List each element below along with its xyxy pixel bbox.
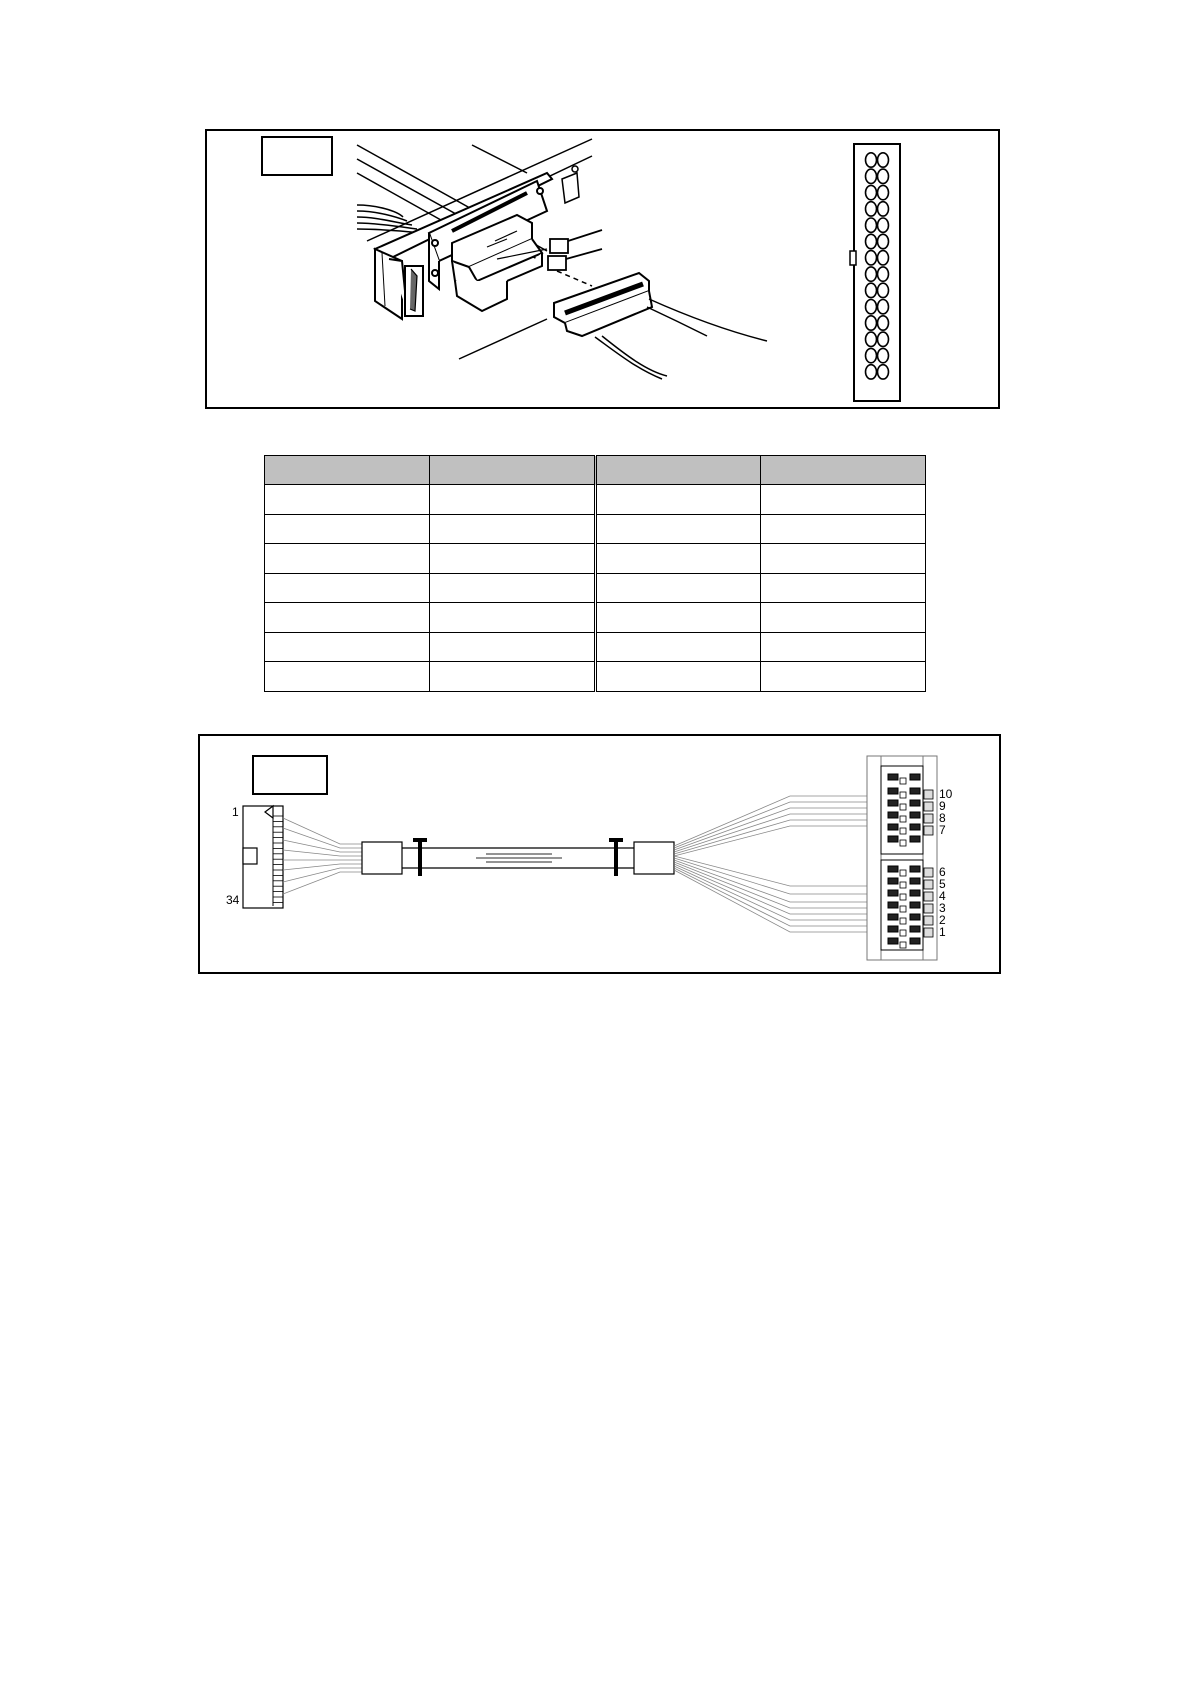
header-pin	[866, 202, 877, 216]
table-cell	[430, 514, 595, 544]
header-pin	[866, 365, 877, 379]
table-row	[265, 632, 926, 662]
table-cell	[430, 573, 595, 603]
table-cell	[430, 632, 595, 662]
terminal-pin-label: 7	[939, 823, 946, 837]
header-pin	[866, 267, 877, 281]
header-pin	[866, 153, 877, 167]
figure-label-box	[262, 137, 332, 175]
table-header-cell	[265, 456, 430, 485]
table-cell	[265, 603, 430, 633]
header-pin	[866, 348, 877, 362]
left-wire-fanout	[283, 818, 362, 894]
terminal-pin-label: 1	[939, 925, 946, 939]
header-pin	[878, 234, 889, 248]
header-pin	[878, 202, 889, 216]
left-ribbon-connector	[243, 806, 283, 908]
table-cell	[595, 662, 760, 692]
right-wire-fanout	[674, 796, 867, 932]
table-cell	[760, 603, 925, 633]
header-pin	[878, 365, 889, 379]
terminal-pin-label: 10	[939, 787, 953, 801]
table-row	[265, 485, 926, 515]
header-pin	[866, 234, 877, 248]
terminal-pin-label: 5	[939, 877, 946, 891]
table-row	[265, 603, 926, 633]
table-cell	[430, 603, 595, 633]
table-cell	[760, 544, 925, 574]
table-row	[265, 573, 926, 603]
header-pin	[878, 185, 889, 199]
table-cell	[595, 485, 760, 515]
header-pin	[878, 300, 889, 314]
pin-header-key-notch	[850, 251, 856, 265]
header-pin	[866, 283, 877, 297]
table-cell	[760, 573, 925, 603]
cable-body	[362, 842, 674, 874]
terminal-marker	[924, 904, 933, 913]
cable-harness-figure	[198, 734, 1001, 974]
terminal-pin-label: 3	[939, 901, 946, 915]
table-cell	[760, 662, 925, 692]
header-pin	[866, 169, 877, 183]
terminal-pin-label: 6	[939, 865, 946, 879]
terminal-marker	[924, 868, 933, 877]
terminal-pin-label: 8	[939, 811, 946, 825]
header-pin	[878, 332, 889, 346]
header-pin	[878, 153, 889, 167]
header-pin	[866, 332, 877, 346]
table-header-cell	[430, 456, 595, 485]
terminal-pin-label: 2	[939, 913, 946, 927]
table-cell	[595, 603, 760, 633]
terminal-marker	[924, 802, 933, 811]
figure-label-box	[253, 756, 327, 794]
table-cell	[265, 573, 430, 603]
table-cell	[595, 573, 760, 603]
header-pin	[878, 348, 889, 362]
terminal-marker	[924, 790, 933, 799]
table-cell	[595, 514, 760, 544]
terminal-pin-label: 4	[939, 889, 946, 903]
header-pin	[866, 300, 877, 314]
terminal-marker	[924, 928, 933, 937]
connector-illustration	[207, 131, 998, 407]
header-pin	[866, 251, 877, 265]
terminal-marker	[924, 826, 933, 835]
pin-assignment-table	[264, 455, 926, 692]
header-pin	[866, 185, 877, 199]
table-row	[265, 662, 926, 692]
header-pin	[878, 218, 889, 232]
table-cell	[430, 485, 595, 515]
table-row	[265, 544, 926, 574]
terminal-marker	[924, 814, 933, 823]
pin-1-label: 1	[232, 805, 239, 819]
header-pin	[878, 251, 889, 265]
header-pin	[878, 169, 889, 183]
table-cell	[595, 544, 760, 574]
table-cell	[760, 632, 925, 662]
table-header-cell	[595, 456, 760, 485]
terminal-pin-label: 9	[939, 799, 946, 813]
connector-figure	[205, 129, 1000, 409]
table-cell	[265, 514, 430, 544]
header-pin	[866, 316, 877, 330]
pin-34-label: 34	[226, 893, 240, 907]
header-pin	[866, 218, 877, 232]
table-header-row	[265, 456, 926, 485]
terminal-marker	[924, 880, 933, 889]
terminal-marker	[924, 892, 933, 901]
table-cell	[430, 662, 595, 692]
terminal-marker	[924, 916, 933, 925]
cable-harness-illustration	[200, 736, 999, 972]
table-cell	[430, 544, 595, 574]
table-cell	[265, 662, 430, 692]
header-pin	[878, 283, 889, 297]
header-pin	[878, 267, 889, 281]
table-header-cell	[760, 456, 925, 485]
table-cell	[265, 632, 430, 662]
table-cell	[265, 485, 430, 515]
table-cell	[265, 544, 430, 574]
header-pin	[878, 316, 889, 330]
table-cell	[595, 632, 760, 662]
table-cell	[760, 485, 925, 515]
table-cell	[760, 514, 925, 544]
table-row	[265, 514, 926, 544]
